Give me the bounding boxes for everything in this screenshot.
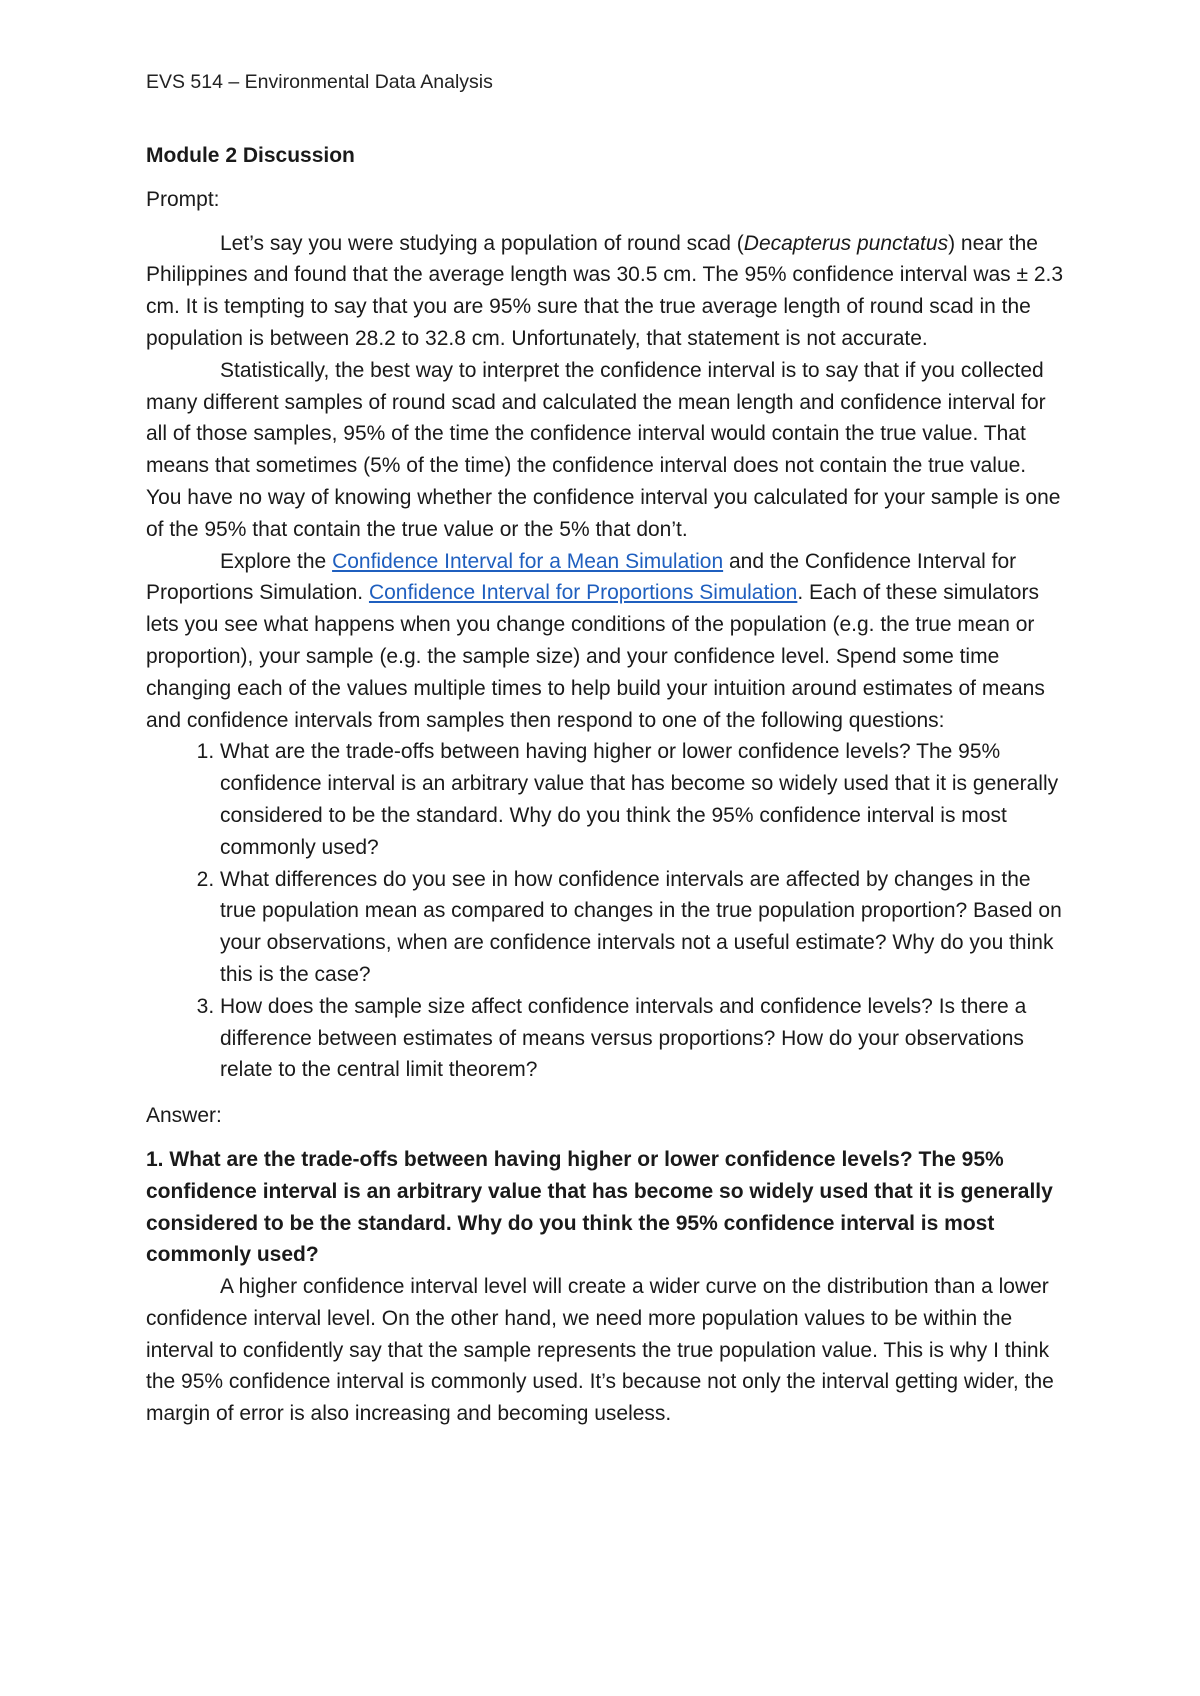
answer-paragraph: A higher confidence interval level will create a wider curve on the distribution than a lower confidence interval level. On the other hand, we need more population values to be within the interval to confidently say that the sample represents the true population value. This is why I think the 95% confidence interval is commonly used. It’s because not only the interval getting wider, the margin of error is also increasing and becoming useless. [146, 1275, 1054, 1426]
answer-question: 1. What are the trade-offs between having higher or lower confidence levels? The 95% confidence interval is an arbitrary value that has become so widely used that it is generally considered to be the standard. Why do you think the 95% confidence interval is most commonly used? [146, 1147, 1053, 1267]
question-item-2: 2. What differences do you see in how confidence intervals are affected by changes in the true population mean as compared to changes in the true population proportion? Based on your observations, when are confidence intervals not a useful estimate? Why do you think this is the case? [220, 864, 1066, 991]
prompt-paragraph-1-text-continued: ) near the Philippines and found that the average length was 30.5 cm. The 95% confidence interval was ± 2.3 cm. It is tempting to say that you are 95% sure that the true average length of round scad in the population is between 28.2 to 32.8 cm. Unfortunately, that statement is not accurate. [146, 231, 1064, 350]
question-list [146, 736, 1066, 1086]
question-item-1: 1. What are the trade-offs between having higher or lower confidence levels? The 95% confidence interval is an arbitrary value that has become so widely used that it is generally considered to be the standard. Why do you think the 95% confidence interval is most commonly used? [220, 736, 1066, 863]
page-title: Module 2 Discussion [146, 144, 355, 167]
prompt-paragraph-1 [146, 228, 1066, 355]
prompt-paragraph-3-text-end: . Each of these simulators lets you see what happens when you change conditions of the population (e.g. the true mean or proportion), your sample (e.g. the sample size) and your confidence level. Spend some time changing each of the values multiple times to help build your intuition around estimates of means and confidence intervals from samples then respond to one of the following questions: [146, 581, 1045, 732]
document-page [146, 68, 1066, 1430]
question-item-3: 3. How does the sample size affect confidence intervals and confidence levels? Is there a difference between estimates of means versus proportions? How do your observations relate to the central limit theorem? [220, 991, 1066, 1086]
prompt-paragraph-2: Statistically, the best way to interpret the confidence interval is to say that if you collected many different samples of round scad and calculated the mean length and confidence interval for all of those samples, 95% of the time the confidence interval would contain the true value. That means that sometimes (5% of the time) the confidence interval does not contain the true value. You have no way of knowing whether the confidence interval you calculated for your sample is one of the 95% that contain the true value or the 5% that don’t. [146, 358, 1061, 541]
course-header: EVS 514 – Environmental Data Analysis [146, 71, 493, 93]
mean-simulation-link[interactable]: Confidence Interval for a Mean Simulation [332, 549, 724, 573]
prompt-label: Prompt: [146, 187, 220, 211]
prompt-paragraph-3 [146, 546, 1066, 737]
prompt-paragraph-3-text-middle: and the Confidence Interval for Proportions Simulation. [146, 549, 1017, 605]
proportions-simulation-link[interactable]: Confidence Interval for Proportions Simulation [368, 581, 798, 605]
prompt-paragraph-3-text: Explore the [220, 549, 333, 573]
answer-label: Answer: [146, 1104, 222, 1128]
species-name: Decapterus punctatus [743, 231, 949, 255]
prompt-paragraph-1-text: Let’s say you were studying a population of round scad ( [220, 231, 744, 255]
